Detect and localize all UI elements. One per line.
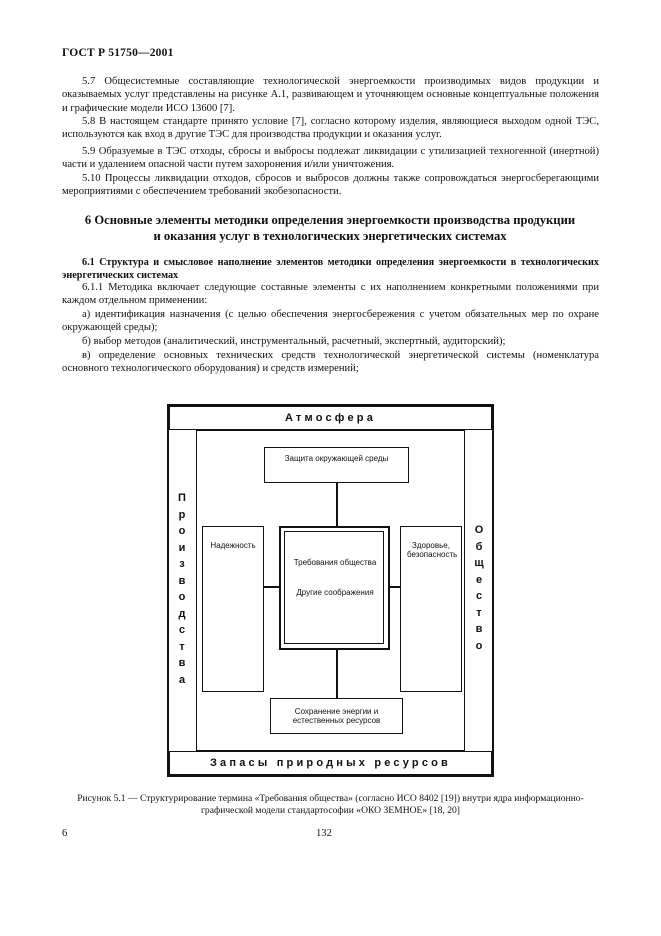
box-energy-conservation: Сохранение энергии и естественных ресурсов	[270, 698, 403, 734]
paragraph-5-7: 5.7 Общесистемные составляющие технологической энергоемкости производимых видов продукции и оказываемых услуг представлены на рисунке А.1, развивающем и уточняющем основные концептуальные положения и графические модели ИСО 13600 [7].	[62, 76, 599, 114]
band-atmosphere: Атмосфера	[169, 406, 492, 430]
label-society: О б щ е с т в о	[474, 524, 484, 652]
label-other-considerations: Другие соображения	[296, 588, 374, 597]
page-number-left: 6	[62, 828, 68, 839]
box-society-requirements-inner	[284, 531, 384, 644]
connector-left	[263, 586, 280, 588]
list-item-a: а) идентификация назначения (с целью обеспечения энергосбережения с учетом обязательных мер по охране окружающей среды);	[62, 309, 599, 334]
document-header: ГОСТ Р 51750—2001	[62, 47, 174, 59]
label-society-requirements: Требования общества	[293, 558, 377, 567]
section-6-1-heading: 6.1 Структура и смысловое наполнение элементов методики определения энергоемкости в технологических энергетических системах	[62, 257, 599, 281]
label-production: П р о и з в о д с т в а	[178, 492, 186, 686]
paragraph-5-9: 5.9 Образуемые в ТЭС отходы, сбросы и выбросы подлежат ликвидации с утилизацией техногенной (инертной) части и удалением опасной части путем захоронения и/или уничтожения.	[62, 146, 599, 171]
connector-bottom	[336, 649, 338, 699]
section-6-heading: 6 Основные элементы методики определения энергоемкости производства продукции и оказания услуг в технологических энергетических системах	[84, 213, 576, 243]
connector-top	[336, 482, 338, 526]
box-environment-protection: Защита окружающей среды	[264, 447, 409, 483]
list-item-c: в) определение основных технических средств технологической энергетической системы (номенклатура основного технологического оборудования) и средств измерений;	[62, 350, 599, 375]
paragraph-6-1-1: 6.1.1 Методика включает следующие составные элементы с их наполнением конкретными положениями при каждом отдельном применении:	[62, 282, 599, 307]
band-natural-resources: Запасы природных ресурсов	[169, 751, 492, 775]
box-reliability: Надежность	[202, 526, 264, 692]
paragraph-5-10: 5.10 Процессы ликвидации отходов, сбросов и выбросов должны также сопровождаться энергосберегающими мероприятиями с обеспечением требований экобезопасности.	[62, 173, 599, 198]
diagram-frame	[167, 404, 494, 777]
box-health-safety: Здоровье, безопасность	[400, 526, 462, 692]
figure-caption: Рисунок 5.1 — Структурирование термина «Требования общества» (согласно ИСО 8402 [19]) внутри ядра информационно-графической модели стандартософии «ОКО ЗЕМНОЕ» [18, 20]	[77, 793, 584, 816]
box-society-requirements	[279, 526, 390, 650]
paragraph-5-8: 5.8 В настоящем стандарте принято условие [7], согласно которому изделия, являющиеся выходом одной ТЭС, используются как вход в другие ТЭС для производства продукции и оказания услуг.	[62, 116, 599, 141]
page-number-center: 132	[316, 828, 332, 839]
list-item-b: б) выбор методов (аналитический, инструментальный, расчетный, экспертный, аудиторский);	[82, 336, 506, 347]
